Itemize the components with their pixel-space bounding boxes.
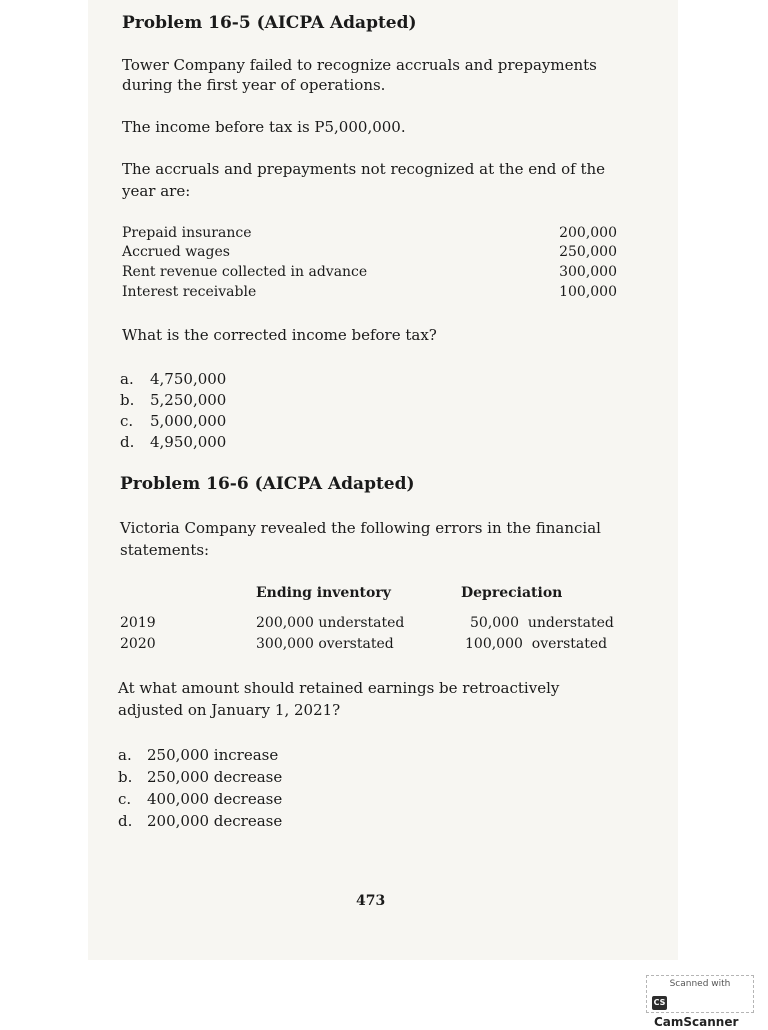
choice-text: 200,000 decrease — [147, 812, 283, 830]
choice-letter: d. — [120, 433, 135, 451]
choice-text: 4,750,000 — [150, 370, 227, 388]
choice-letter: c. — [120, 412, 134, 430]
table-cell-depreciation: 100,000 overstated — [465, 636, 608, 652]
column-header-ending-inventory: Ending inventory — [256, 585, 391, 601]
choice-text: 5,250,000 — [150, 391, 227, 409]
list-item-amount: 300,000 — [559, 264, 617, 280]
table-row-year: 2020 — [120, 636, 156, 652]
choice-letter: b. — [120, 391, 135, 409]
problem1-question: What is the corrected income before tax? — [122, 326, 437, 344]
list-item-label: Rent revenue collected in advance — [122, 264, 368, 280]
table-cell-inventory: 200,000 understated — [256, 615, 405, 631]
choice-letter: a. — [118, 746, 132, 764]
problem2-intro-line2: statements: — [120, 541, 210, 559]
column-header-depreciation: Depreciation — [461, 585, 563, 601]
table-row-year: 2019 — [120, 615, 156, 631]
choice-text: 250,000 decrease — [147, 768, 283, 786]
table-cell-depreciation: 50,000 understated — [470, 615, 614, 631]
choice-text: 4,950,000 — [150, 433, 227, 451]
list-item-label: Interest receivable — [122, 284, 257, 300]
problem2-intro-line1: Victoria Company revealed the following errors in the financial — [120, 519, 601, 537]
watermark-brand: CamScanner — [654, 1014, 739, 1029]
problem1-intro-line2: during the first year of operations. — [122, 76, 386, 94]
camscanner-watermark — [646, 975, 754, 1029]
choice-letter: d. — [118, 812, 133, 830]
problem-16-6-title: Problem 16-6 (AICPA Adapted) — [120, 474, 415, 494]
choice-text: 5,000,000 — [150, 412, 227, 430]
choice-letter: c. — [118, 790, 132, 808]
problem2-question-line2: adjusted on January 1, 2021? — [118, 701, 341, 719]
problem1-income-statement: The income before tax is P5,000,000. — [122, 118, 406, 136]
problem1-intro-line1: Tower Company failed to recognize accruals and prepayments — [122, 56, 597, 74]
list-item-label: Prepaid insurance — [122, 225, 252, 241]
problem2-question-line1: At what amount should retained earnings be retroactively — [118, 679, 560, 697]
watermark-caption: Scanned with — [669, 979, 731, 989]
table-cell-inventory: 300,000 overstated — [256, 636, 394, 652]
problem1-accruals-line2: year are: — [122, 182, 191, 200]
camscanner-logo-icon: CS — [652, 996, 667, 1010]
list-item-label: Accrued wages — [122, 244, 230, 260]
choice-letter: a. — [120, 370, 134, 388]
choice-text: 400,000 decrease — [147, 790, 283, 808]
page-number: 473 — [356, 893, 386, 909]
choice-letter: b. — [118, 768, 133, 786]
problem1-accruals-line1: The accruals and prepayments not recognized at the end of the — [122, 160, 606, 178]
list-item-amount: 200,000 — [559, 225, 617, 241]
problem-16-5-title: Problem 16-5 (AICPA Adapted) — [122, 13, 417, 33]
list-item-amount: 250,000 — [559, 244, 617, 260]
list-item-amount: 100,000 — [559, 284, 617, 300]
choice-text: 250,000 increase — [147, 746, 279, 764]
